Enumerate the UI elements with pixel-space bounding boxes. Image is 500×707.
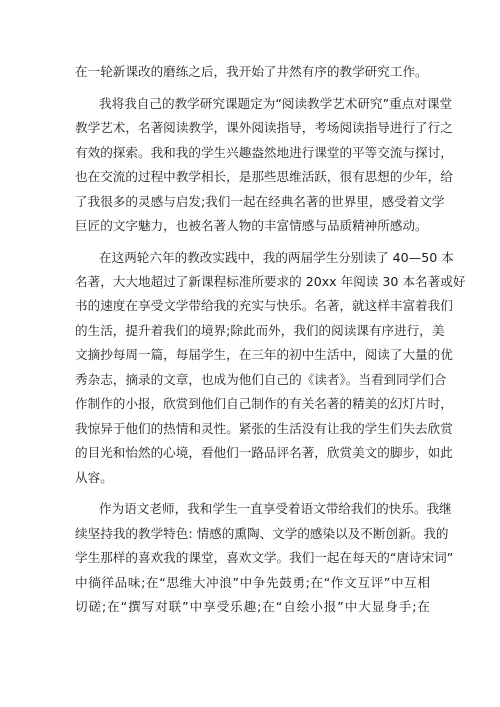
text-line: 作制作的小报，欣赏到他们自己制作的有关名著的精美的幻灯片时， xyxy=(75,396,453,411)
text-line: 从容。 xyxy=(75,470,113,485)
text-line: 秀杂志，摘录的文章，也成为他们自己的《读者》。当看到同学们合 xyxy=(75,372,447,387)
text-line: 中徜徉品味;在“思维大冲浪”中争先鼓勇;在“作文互评”中互相 xyxy=(75,575,430,590)
text-line: 也在交流的过程中教学相长，是那些思维活跃，很有思想的少年，给 xyxy=(75,169,453,184)
text-line: 的目光和怡然的心境，看他们一路品评名著，欣赏美文的脚步，如此 xyxy=(75,445,453,460)
text-line: 教学艺术，名著阅读教学，课外阅读指导，考场阅读指导进行了行之 xyxy=(75,120,453,135)
text-line: 续坚持我的教学特色: 情感的熏陶、文学的感染以及不断创新。我的 xyxy=(75,526,449,541)
text-line: 我惊异于他们的热情和灵性。紧张的生活没有让我的学生们失去欣赏 xyxy=(75,421,453,436)
text-line: 在一轮新课改的磨练之后，我开始了井然有序的教学研究工作。 xyxy=(75,64,428,79)
text-line: 了我很多的灵感与启发;我们一起在经典名著的世界里，感受着文学 xyxy=(75,194,445,209)
paragraph-first-line: 我将我自己的教学研究课题定为“阅读教学艺术研究”重点对课堂 xyxy=(99,96,453,111)
paragraph-first-line: 作为语文老师，我和学生一直享受着语文带给我们的快乐。我继 xyxy=(99,501,452,516)
text-line: 名著，大大地超过了新课程标准所要求的 20xx 年阅读 30 本名著或好 xyxy=(75,274,466,289)
text-line: 巨匠的文字魅力，也被名著人物的丰富情感与品质精神所感动。 xyxy=(75,218,428,233)
text-line: 学生那样的喜欢我的课堂，喜欢文学。我们一起在每天的“唐诗宋词” xyxy=(75,550,454,565)
text-line: 书的速度在享受文学带给我的充实与快乐。名著，就这样丰富着我们 xyxy=(75,298,453,313)
text-line: 有效的探索。我和我的学生兴趣盎然地进行课堂的平等交流与探讨， xyxy=(75,145,453,160)
paragraph-first-line: 在这两轮六年的教改实践中，我的两届学生分别读了 40—50 本 xyxy=(99,250,454,265)
text-line: 切磋;在“撰写对联”中享受乐趣;在“自绘小报”中大显身手;在 xyxy=(75,599,430,614)
text-line: 文摘抄每周一篇，每届学生，在三年的初中生活中，阅读了大量的优 xyxy=(75,347,453,362)
text-line: 的生活，提升着我们的境界;除此而外，我们的阅读课有序进行，美 xyxy=(75,323,445,338)
